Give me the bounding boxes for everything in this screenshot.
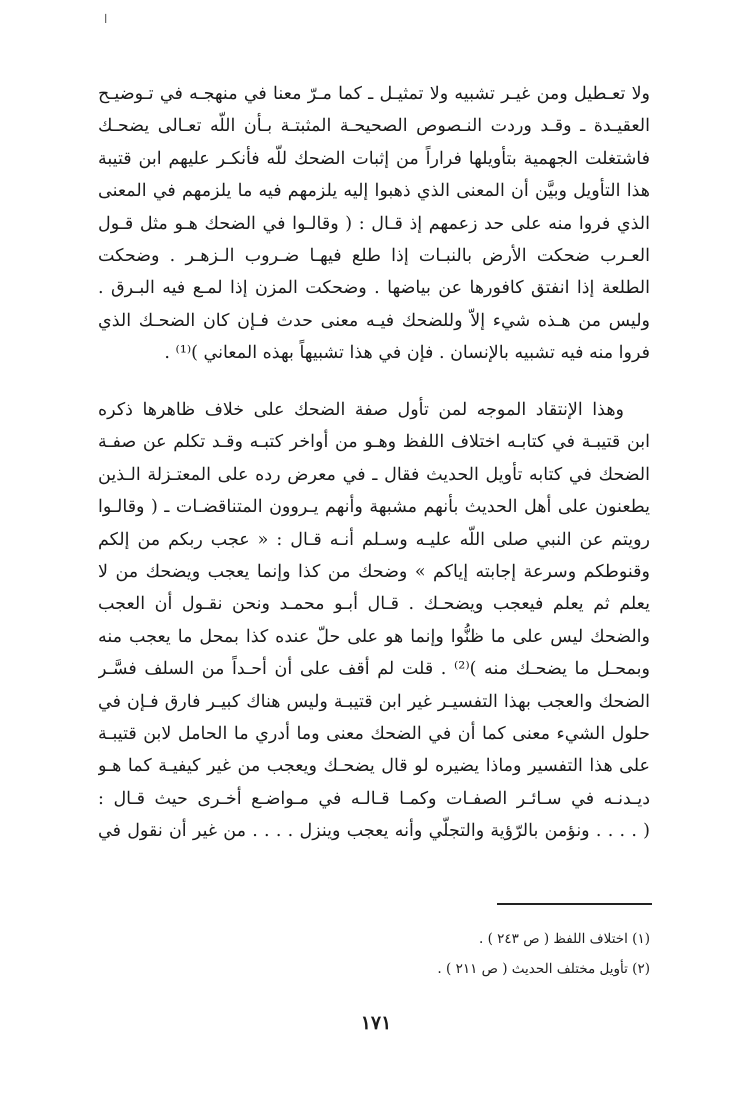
text-line: وبمحـل ما يضحـك منه )⁽²⁾ . قلت لم أقف على أن أحـداً من السلف فسَّـر [98, 659, 650, 680]
text-line: الضحك والعجب بهذا التفسيـر غير ابن قتيبـة وليس هناك كبيـر فارق فـإن في [98, 691, 650, 712]
text-line: العقيـدة ـ وقـد وردت النـصوص الصحيحـة المثبتـة بـأن اللّه تعـالى يضحـك [98, 116, 650, 137]
footnotes [98, 924, 650, 984]
text-line: فروا منه فيه تشبيه بالإنسان . فإن في هذا تشبيهاً بهذه المعاني )⁽¹⁾ . [164, 343, 650, 364]
text-line: الضحك في كتابه تأويل الحديث فقال ـ في معرض رده على المعتـزلة الـذين [98, 464, 650, 485]
page-number: ١٧١ [360, 1012, 392, 1034]
text-line: وهذا الإنتقاد الموجه لمن تأول صفة الضحك على خلاف ظاهرها ذكره [98, 400, 624, 420]
text-line: هذا التأويل وبيَّن أن المعنى الذي ذهبوا إليه يلزمهم فيه ما يلزمهم في المعنى [98, 181, 650, 202]
corner-mark: ا [104, 12, 108, 26]
paragraph-1 [98, 78, 650, 370]
footnote-divider [497, 903, 652, 905]
text-line: حلول الشيء معنى كما أن في الضحك معنى وما أدري ما الحامل لابن قتيبـة [98, 723, 650, 744]
paragraph-2 [98, 394, 650, 847]
text-line: العـرب ضحكت الأرض بالنبـات إذا طلع فيهـا ضـروب الـزهـر . وضحكت [98, 245, 650, 266]
text-line: ابن قتيبـة في كتابـه اختلاف اللفظ وهـو من أواخر كتبـه وقـد تكلم عن صفـة [98, 432, 650, 453]
text-line: فاشتغلت الجهمية بتأويلها فراراً من إثبات الضحك للّه فأنكـر عليهم ابن قتيبة [98, 148, 650, 169]
text-line: ( . . . . ونؤمن بالرّؤية والتجلّي وأنه يعجب وينزل . . . . من غير أن نقول في [98, 821, 650, 842]
text-line: ولا تعـطيل ومن غيـر تشبيه ولا تمثيـل ـ كما مـرّ معنا في منهجـه في تـوضيـح [98, 84, 650, 104]
text-line: رويتم عن النبي صلى اللّه عليـه وسـلم أنـه قـال : « عجب ربكم من إلكم [98, 529, 650, 550]
text-line: الطلعة إذا انفتق كافورها عن بياضها . وضحكت المزن إذا لمـع فيه البـرق . [98, 278, 650, 299]
text-line: الذي فروا منه على حد زعمهم إذ قـال : ( وقالـوا في الضحك هـو مثل قـول [98, 213, 650, 234]
text-line: على هذا التفسير وماذا يضيره لو قال يضحـك ويعجب من غير كيفيـة كما هـو [98, 756, 650, 777]
text-line: وليس من هـذه شيء إلاّ وللضحك فيـه معنى حدث فـإن كان الضحـك الذي [98, 310, 650, 331]
text-line: يطعنون على أهل الحديث بأنهم مشبهة وأنهم يـروون المتناقضـات ـ ( وقالـوا [98, 497, 650, 518]
footnote-1: (١) اختلاف اللفظ ( ص ٢٤٣ ) . [479, 931, 650, 947]
text-line: والضحك ليس على ما ظنُّوا وإنما هو على حلّ عنده كذا بمحل ما يعجب منه [98, 626, 650, 647]
text-line: وقنوطكم وسرعة إجابته إياكم » وضحك من كذا وإنما يعجب ويضحك من لا [98, 561, 650, 582]
text-line: ديـدنـه في سـائـر الصفـات وكمـا قـالـه في مـواضـع أخـرى حيث قـال : [98, 788, 650, 809]
text-line: يعلم ثم يعلم فيعجب ويضحـك . قـال أبـو محمـد ونحن نقـول أن العجب [98, 594, 650, 615]
footnote-2: (٢) تأويل مختلف الحديث ( ص ٢١١ ) . [437, 961, 650, 977]
